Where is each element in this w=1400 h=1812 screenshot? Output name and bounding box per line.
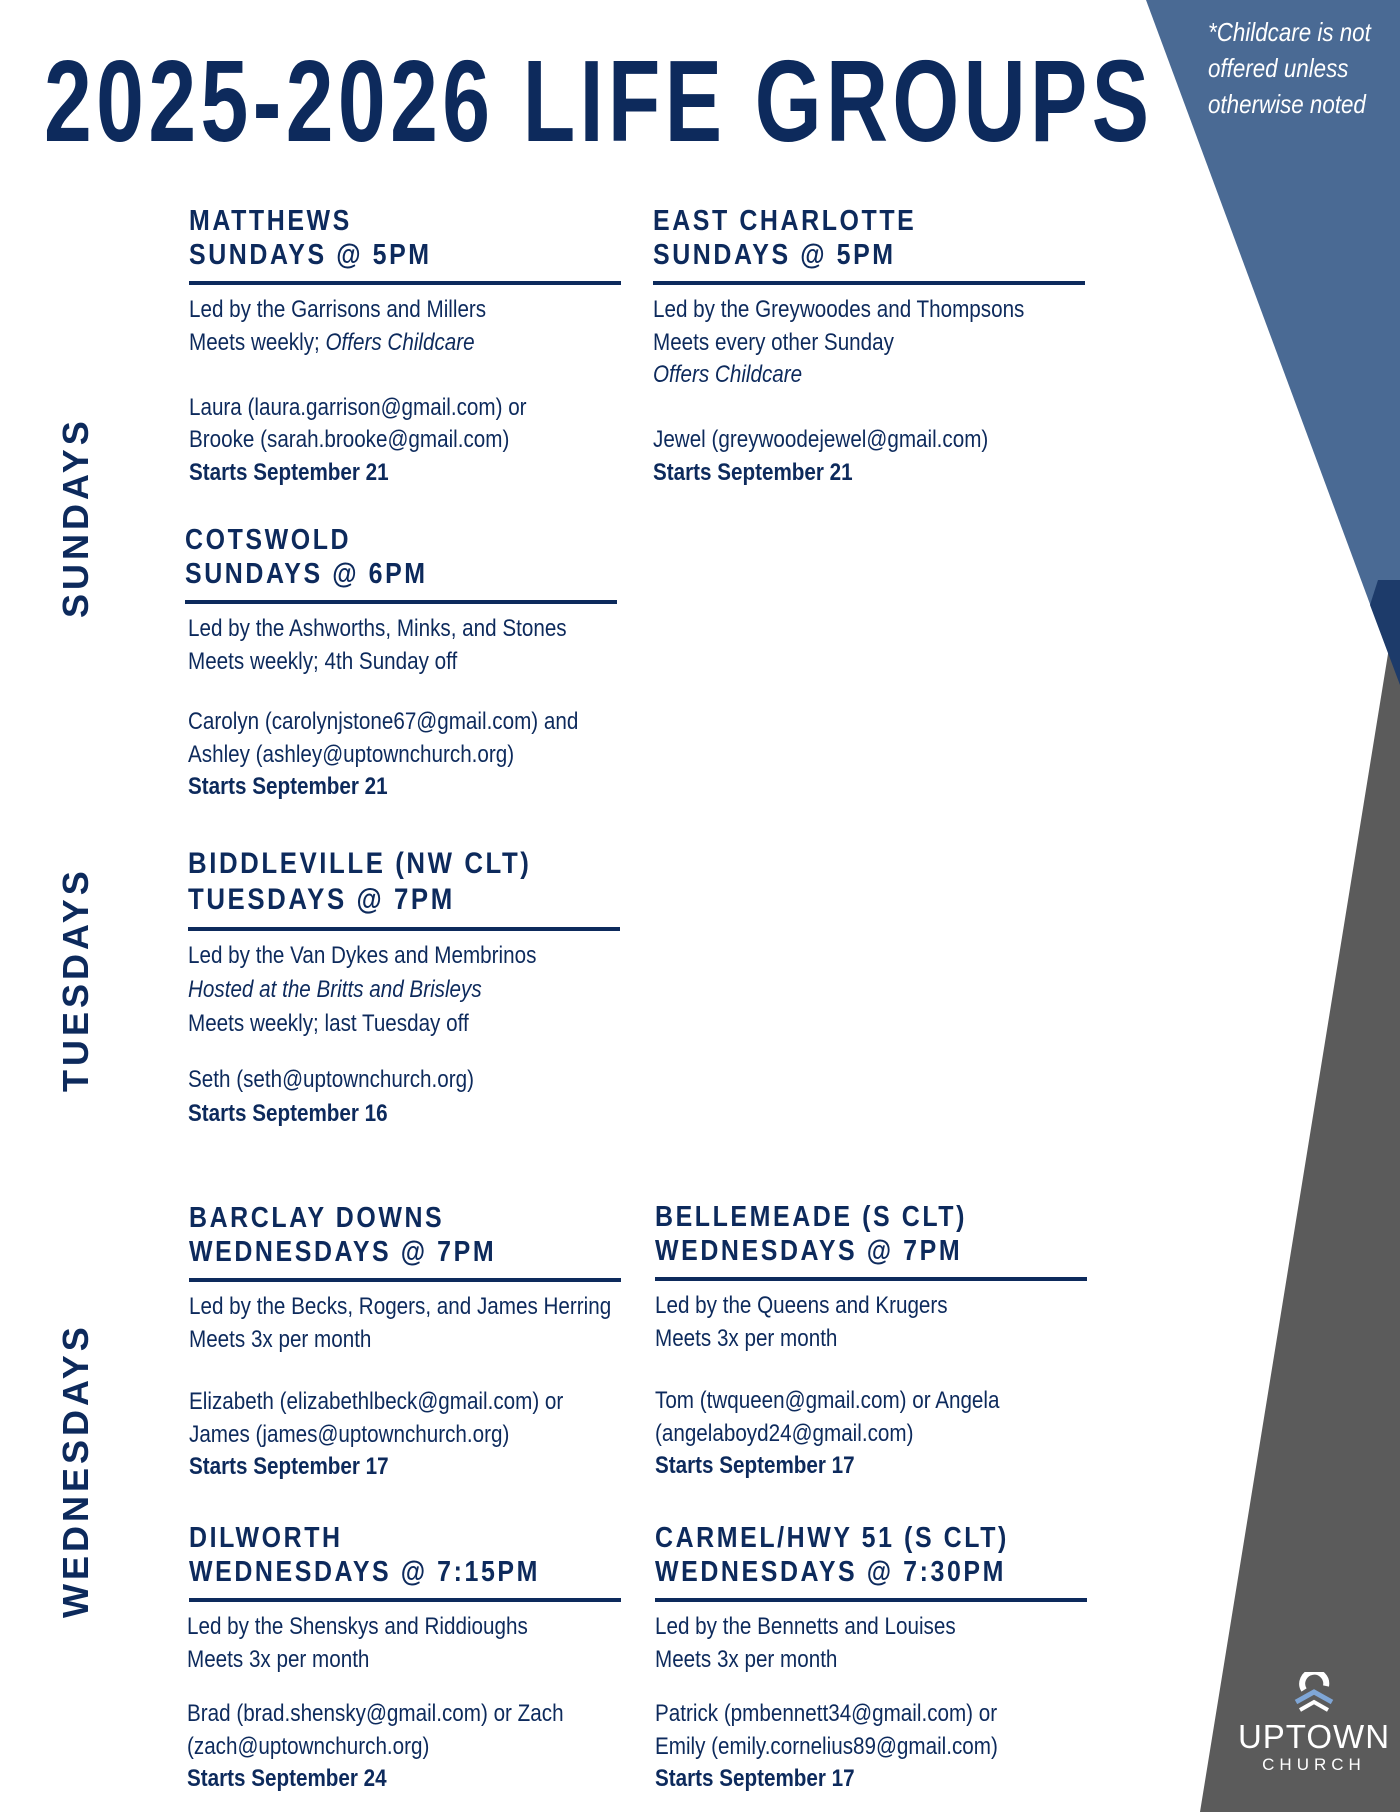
group-leaders: Led by the Van Dykes and Membrinos — [188, 942, 537, 969]
group-name: MATTHEWS — [189, 205, 352, 237]
childcare-note: *Childcare is not offered unless otherwise noted — [1208, 17, 1371, 119]
start-date: Starts September 21 — [189, 458, 389, 486]
group-leaders: Led by the Garrisons and Millers — [189, 296, 487, 323]
contact-line: Emily (emily.cornelius89@gmail.com) — [655, 1732, 998, 1760]
group-schedule: Meets weekly; Offers Childcare — [189, 328, 475, 356]
childcare-badge: Offers Childcare — [325, 328, 475, 356]
group-name: CARMEL/HWY 51 (S CLT) — [655, 1522, 1009, 1554]
contact-line: Patrick (pmbennett34@gmail.com) or — [655, 1700, 998, 1727]
contact-line: James (james@uptownchurch.org) — [189, 1420, 510, 1448]
group-schedule: Meets weekly; last Tuesday off — [188, 1010, 469, 1037]
group-details — [189, 1291, 612, 1484]
group-card-carmel — [655, 1521, 1095, 1796]
group-time: WEDNESDAYS @ 7PM — [655, 1235, 963, 1267]
group-card-dilworth — [189, 1521, 629, 1796]
start-date: Starts September 16 — [188, 1100, 388, 1127]
group-name: EAST CHARLOTTE — [653, 205, 917, 237]
contact-line: Laura (laura.garrison@gmail.com) or — [189, 393, 527, 421]
contact-line: Elizabeth (elizabethlbeck@gmail.com) or — [189, 1388, 564, 1415]
group-details — [188, 613, 579, 804]
day-label-sundays: SUNDAYS — [55, 417, 96, 618]
logo-subtitle: CHURCH — [1262, 1755, 1366, 1774]
group-name: BIDDLEVILLE (NW CLT) — [188, 847, 532, 880]
group-card-east-charlotte — [653, 204, 1093, 489]
group-schedule: Meets 3x per month — [655, 1645, 838, 1673]
group-leaders: Led by the Becks, Rogers, and James Herring — [189, 1293, 612, 1320]
contact-line: Seth (seth@uptownchurch.org) — [188, 1066, 474, 1093]
contact-line: (zach@uptownchurch.org) — [187, 1732, 430, 1760]
group-details — [189, 294, 567, 489]
day-label-wednesdays: WEDNESDAYS — [55, 1323, 96, 1618]
group-name: BELLEMEADE (S CLT) — [655, 1201, 967, 1233]
group-card-bellemeade — [655, 1200, 1095, 1483]
group-time: WEDNESDAYS @ 7:15PM — [189, 1556, 541, 1588]
group-time: TUESDAYS @ 7PM — [188, 883, 455, 916]
dark-gray-band — [1200, 580, 1400, 1812]
divider — [188, 927, 620, 931]
divider — [185, 600, 617, 604]
group-schedule: Meets weekly; 4th Sunday off — [188, 647, 458, 675]
contact-line: Brooke (sarah.brooke@gmail.com) — [189, 426, 510, 453]
group-time: WEDNESDAYS @ 7PM — [189, 1236, 497, 1268]
contact-line: Jewel (greywoodejewel@gmail.com) — [653, 426, 989, 453]
group-details — [655, 1290, 1033, 1483]
contact-line: Tom (twqueen@gmail.com) or Angela — [655, 1387, 1000, 1414]
contact-line: (angelaboyd24@gmail.com) — [655, 1419, 914, 1447]
contact-line: Carolyn (carolynjstone67@gmail.com) and — [188, 708, 579, 735]
day-label-tuesdays: TUESDAYS — [55, 867, 96, 1092]
start-date: Starts September 17 — [655, 1452, 855, 1479]
group-schedule: Meets 3x per month — [189, 1325, 372, 1353]
divider — [653, 281, 1085, 285]
logo-mark-icon — [1290, 1672, 1338, 1714]
group-details — [187, 1611, 567, 1796]
start-date: Starts September 17 — [189, 1453, 389, 1480]
group-card-biddleville — [188, 846, 628, 1132]
group-time: SUNDAYS @ 6PM — [185, 558, 428, 590]
group-time: SUNDAYS @ 5PM — [653, 239, 896, 271]
contact-line: Ashley (ashley@uptownchurch.org) — [188, 740, 515, 768]
navy-sliver — [1370, 580, 1400, 685]
contact-line: Brad (brad.shensky@gmail.com) or Zach — [187, 1700, 564, 1727]
group-time: WEDNESDAYS @ 7:30PM — [655, 1556, 1007, 1588]
start-date: Starts September 21 — [653, 458, 853, 486]
church-logo — [1228, 1672, 1400, 1775]
divider — [189, 1278, 621, 1282]
group-leaders: Led by the Queens and Krugers — [655, 1292, 948, 1319]
group-card-cotswold — [185, 523, 625, 804]
group-details — [188, 940, 566, 1132]
page-title: 2025-2026 LIFE GROUPS — [44, 36, 1154, 166]
group-name: BARCLAY DOWNS — [189, 1202, 445, 1234]
divider — [655, 1598, 1087, 1602]
group-details — [655, 1611, 1033, 1796]
group-leaders: Led by the Bennetts and Louises — [655, 1613, 956, 1640]
group-leaders: Led by the Shenskys and Riddioughs — [187, 1613, 528, 1640]
group-leaders: Led by the Ashworths, Minks, and Stones — [188, 615, 567, 642]
divider — [189, 281, 621, 285]
group-schedule: Meets 3x per month — [187, 1645, 370, 1673]
start-date: Starts September 24 — [187, 1765, 387, 1792]
start-date: Starts September 21 — [188, 773, 388, 800]
group-leaders: Led by the Greywoodes and Thompsons — [653, 296, 1025, 323]
start-date: Starts September 17 — [655, 1765, 855, 1792]
childcare-badge: Offers Childcare — [653, 361, 803, 388]
group-schedule: Meets 3x per month — [655, 1324, 838, 1352]
group-details — [653, 294, 1031, 489]
divider — [189, 1598, 621, 1602]
logo-name: UPTOWN — [1237, 1718, 1391, 1755]
group-name: DILWORTH — [189, 1522, 343, 1554]
group-host: Hosted at the Britts and Brisleys — [188, 976, 482, 1003]
group-card-barclay-downs — [189, 1201, 629, 1484]
group-time: SUNDAYS @ 5PM — [189, 239, 432, 271]
group-schedule: Meets every other Sunday — [653, 328, 894, 356]
group-name: COTSWOLD — [185, 524, 352, 556]
group-card-matthews — [189, 204, 629, 489]
divider — [655, 1277, 1087, 1281]
